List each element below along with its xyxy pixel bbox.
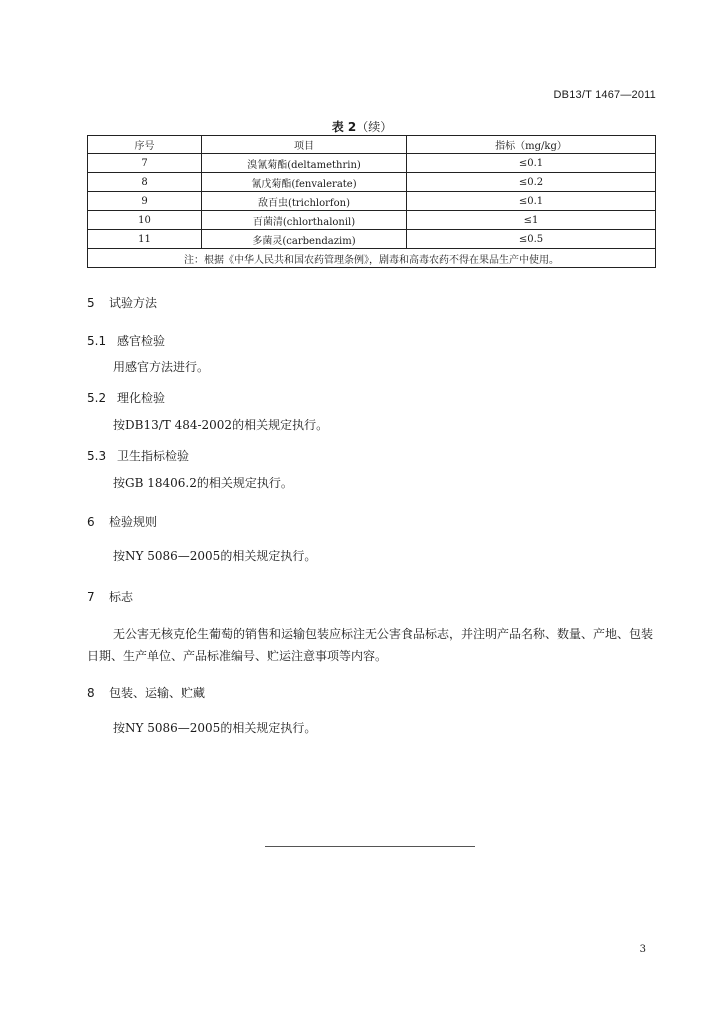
- section-5-2-heading: [87, 389, 165, 406]
- table-row: [88, 211, 656, 230]
- pesticide-limit-table: [87, 135, 656, 268]
- cell-serial: 7: [88, 154, 202, 173]
- header-limit: 指标（mg/kg）: [407, 136, 656, 154]
- end-of-document-rule: [265, 846, 475, 847]
- section-5-3-body: 按GB 18406.2的相关规定执行。: [113, 476, 293, 490]
- section-title: 感官检验: [117, 334, 166, 348]
- cell-serial: 8: [88, 173, 202, 192]
- cell-limit: ≤0.1: [407, 154, 656, 173]
- table-row: [88, 154, 656, 173]
- section-5-1-body: 用感官方法进行。: [113, 360, 210, 374]
- cell-serial: 11: [88, 230, 202, 249]
- table-caption-continued: （续）: [356, 120, 393, 134]
- cell-limit: ≤1: [407, 211, 656, 230]
- cell-item: 敌百虫(trichlorfon): [202, 192, 407, 211]
- cell-limit: ≤0.1: [407, 192, 656, 211]
- section-5-1-heading: [87, 332, 165, 349]
- table-note-row: [88, 249, 656, 268]
- table-header-row: [88, 136, 656, 154]
- cell-limit: ≤0.5: [407, 230, 656, 249]
- section-title: 包装、运输、贮藏: [109, 686, 206, 700]
- page-number: 3: [639, 944, 646, 955]
- section-number: 5.2: [87, 391, 107, 405]
- table-note: 注：根据《中华人民共和国农药管理条例》，剧毒和高毒农药不得在果品生产中使用。: [88, 249, 656, 268]
- cell-item: 百菌清(chlorthalonil): [202, 211, 407, 230]
- section-6-body: 按NY 5086—2005的相关规定执行。: [113, 549, 317, 563]
- cell-item: 溴氰菊酯(deltamethrin): [202, 154, 407, 173]
- section-7-body: 无公害无核克伦生葡萄的销售和运输包装应标注无公害食品标志，并注明产品名称、数量、产地、包装日期、生产单位、产品标准编号、贮运注意事项等内容。: [87, 627, 654, 663]
- section-number: 7: [87, 590, 95, 604]
- cell-serial: 9: [88, 192, 202, 211]
- section-number: 5: [87, 296, 95, 310]
- section-number: 5.3: [87, 449, 107, 463]
- section-title: 检验规则: [109, 515, 158, 529]
- section-title: 试验方法: [109, 296, 158, 310]
- section-5-3-heading: [87, 447, 189, 464]
- table-row: [88, 173, 656, 192]
- standard-id-header: DB13/T 1467—2011: [553, 89, 656, 101]
- table-caption: [0, 118, 724, 135]
- section-title: 卫生指标检验: [117, 449, 190, 463]
- header-serial: 序号: [88, 136, 202, 154]
- cell-limit: ≤0.2: [407, 173, 656, 192]
- cell-item: 多菌灵(carbendazim): [202, 230, 407, 249]
- cell-item: 氰戊菊酯(fenvalerate): [202, 173, 407, 192]
- section-number: 6: [87, 515, 95, 529]
- section-number: 8: [87, 686, 95, 700]
- section-5-heading: [87, 294, 157, 311]
- section-number: 5.1: [87, 334, 107, 348]
- section-title: 理化检验: [117, 391, 166, 405]
- section-8-heading: [87, 684, 205, 701]
- table-row: [88, 230, 656, 249]
- section-6-heading: [87, 513, 157, 530]
- section-5-2-body: 按DB13/T 484-2002的相关规定执行。: [113, 418, 329, 432]
- cell-serial: 10: [88, 211, 202, 230]
- section-7-heading: [87, 588, 133, 605]
- section-title: 标志: [109, 590, 134, 604]
- table-row: [88, 192, 656, 211]
- header-item: 项目: [202, 136, 407, 154]
- section-8-body: 按NY 5086—2005的相关规定执行。: [113, 721, 317, 735]
- table-caption-number: 表 2: [331, 120, 357, 134]
